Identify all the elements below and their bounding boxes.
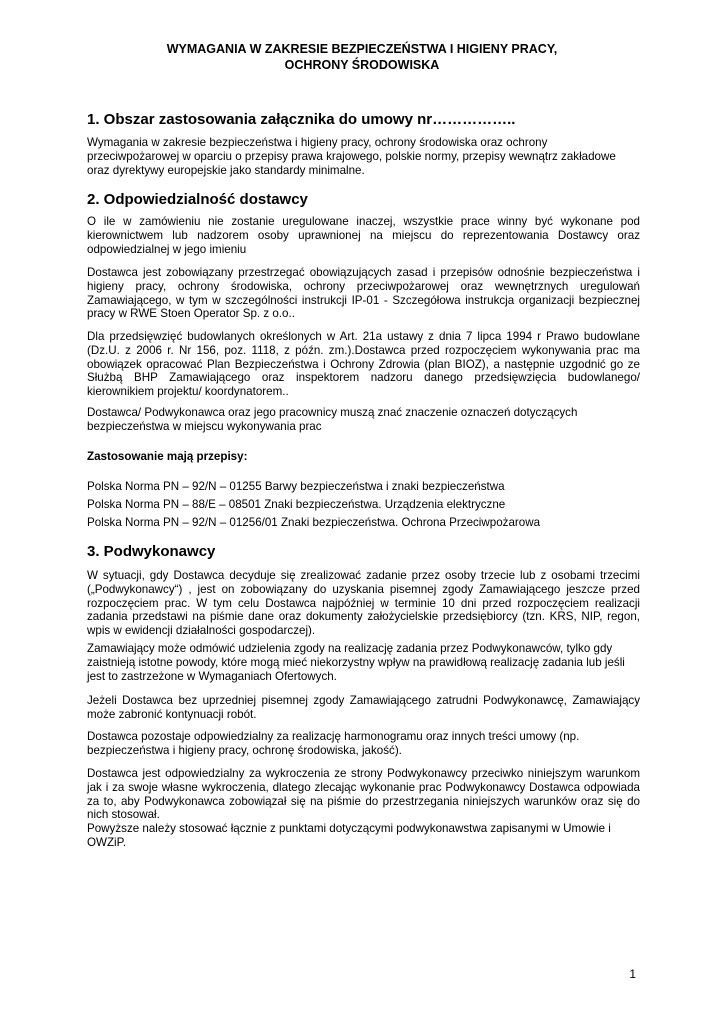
document-title-line-2: OCHRONY ŚRODOWISKA [284, 58, 440, 72]
section-3-paragraph-3: Jeżeli Dostawca bez uprzedniej pisemnej zgody Zamawiającego zatrudni Podwykonawcę, Zamawiający może zabronić kontynuacji robót. [87, 694, 640, 721]
section-2-paragraph-3: Dla przedsięwzięć budowlanych określonych w Art. 21a ustawy z dnia 7 lipca 1994 r Prawo budowlane (Dz.U. z 2006 r. Nr 156, poz. 1118, z późn. zm.).Dostawca przed rozpoczęciem wykonywania prac ma obowiązek opracować Plan Bezpieczeństwa i Ochrony Zdrowia (plan BIOZ), a następnie uzgodnić go ze Służbą BHP Zamawiającego oraz inspektorem nadzoru danego przedsięwzięcia budowlanego/ kierownikiem projektu/ koordynatorem.. [87, 330, 640, 399]
norm-item: Polska Norma PN – 88/E – 08501 Znaki bezpieczeństwa. Urządzenia elektryczne [87, 498, 506, 511]
section-3-paragraph-1: W sytuacji, gdy Dostawca decyduje się zrealizować zadanie przez osoby trzecie lub z osobami trzecimi („Podwykonawcy“) , jest on zobowiązany do uzyskania pisemnej zgody Zamawiającego jeszcze przed rozpoczęciem prac. W tym celu Dostawca najpóźniej w terminie 10 dni przed rozpoczęciem realizacji zadania przedstawi na piśmie dane oraz dokumenty założycielskie przedsiębiorcy (tzn. KRS, NIP, regon, wpis w ewidencji działalności gospodarczej). [87, 569, 640, 638]
norms-heading: Zastosowanie mają przepisy: [87, 450, 248, 463]
section-3-paragraph-4: Dostawca pozostaje odpowiedzialny za realizację harmonogramu oraz innych treści umowy (np. bezpieczeństwa i higieny pracy, ochronę środowiska, jakość). [87, 730, 580, 757]
section-1-paragraph-1: Wymagania w zakresie bezpieczeństwa i higieny pracy, ochrony środowiska oraz ochrony przeciwpożarowej w oparciu o przepisy prawa krajowego, polskie normy, przepisy wewnątrz zakładowe oraz dyrektywy europejskie jako standardy minimalne. [87, 136, 616, 177]
section-3-paragraph-6: Powyższe należy stosować łącznie z punktami dotyczącymi podwykonawstwa zapisanymi w Umowie i OWZiP. [87, 822, 611, 849]
section-2-paragraph-2: Dostawca jest zobowiązany przestrzegać obowiązujących zasad i przepisów odnośnie bezpieczeństwa i higieny pracy, ochrony środowiska, ochrony przeciwpożarowej oraz wewnętrznych uregulowań Zamawiającego, w tym w szczególności instrukcji IP-01 - Szczegółowa instrukcja organizacji bezpiecznej pracy w RWE Stoen Operator Sp. z o.o.. [87, 266, 640, 321]
section-2-heading: 2. Odpowiedzialność dostawcy [87, 191, 308, 208]
section-2-paragraph-1: O ile w zamówieniu nie zostanie uregulowane inaczej, wszystkie prace winny być wykonane pod kierownictwem lub nadzorem osoby uprawnionej na miejscu do reprezentowania Dostawcy oraz odpowiedzialnej w jego imieniu [87, 215, 640, 256]
norm-item: Polska Norma PN – 92/N – 01256/01 Znaki bezpieczeństwa. Ochrona Przeciwpożarowa [87, 516, 541, 529]
page-number: 1 [629, 967, 636, 981]
section-3-paragraph-2: Zamawiający może odmówić udzielenia zgody na realizację zadania przez Podwykonawców, tylko gdy zaistnieją istotne powody, które mogą mieć niekorzystny wpływ na prawidłową realizację zadania lub jeśli jest to zastrzeżone w Wymaganiach Ofertowych. [87, 642, 625, 683]
section-2-paragraph-4: Dostawca/ Podwykonawca oraz jego pracownicy muszą znać znaczenie oznaczeń dotyczących bezpieczeństwa w miejscu wykonywania prac [87, 406, 578, 433]
norm-item: Polska Norma PN – 92/N – 01255 Barwy bezpieczeństwa i znaki bezpieczeństwa [87, 480, 505, 493]
section-3-paragraph-5: Dostawca jest odpowiedzialny za wykroczenia ze strony Podwykonawcy przeciwko niniejszym warunkom jak i za swoje własne wykroczenia, dlatego zlecając wykonanie prac Podwykonawcy Dostawca odpowiada za to, aby Podwykonawca zobowiązał się na piśmie do przestrzegania niniejszych warunków oraz się do nich stosował. [87, 767, 640, 822]
section-3-heading: 3. Podwykonawcy [87, 543, 216, 560]
document-title-line-1: WYMAGANIA W ZAKRESIE BEZPIECZEŃSTWA I HIGIENY PRACY, [166, 42, 558, 56]
section-1-heading: 1. Obszar zastosowania załącznika do umowy nr…………….. [87, 111, 516, 128]
